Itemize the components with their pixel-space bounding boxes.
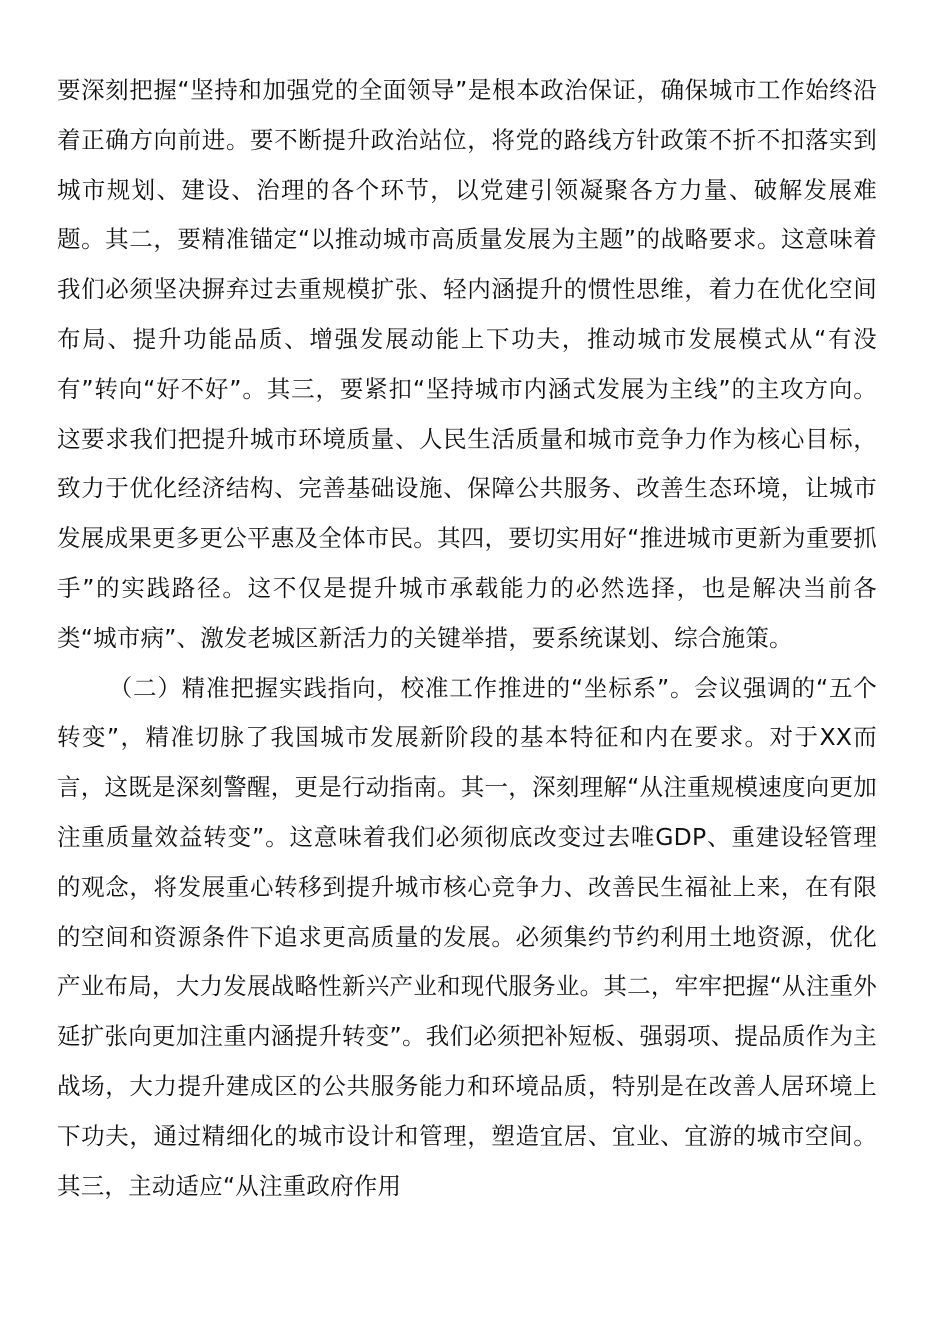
body-paragraph-2: （二）精准把握实践指向，校准工作推进的“坐标系”。会议强调的“五个转变”，精准切脉了我国城市发展新阶段的基本特征和内在要求。对于XX而言，这既是深刻警醒，更是行动指南。其一，深刻理解“从注重规模速度向更加注重质量效益转变”。这意味着我们必须彻底改变过去唯GDP、重建设轻管理的观念，将发展重心转移到提升城市核心竞争力、改善民生福祉上来，在有限的空间和资源条件下追求更高质量的发展。必须集约节约利用土地资源，优化产业布局，大力发展战略性新兴产业和现代服务业。其二，牢牢把握“从注重外延扩张向更加注重内涵提升转变”。我们必须把补短板、强弱项、提品质作为主战场，大力提升建成区的公共服务能力和环境品质，特别是在改善人居环境上下功夫，通过精细化的城市设计和管理，塑造宜居、宜业、宜游的城市空间。其三，主动适应“从注重政府作用 xyxy=(57,673,877,1200)
document-page xyxy=(57,66,877,1211)
body-paragraph-1: 要深刻把握“坚持和加强党的全面领导”是根本政治保证，确保城市工作始终沿着正确方向前进。要不断提升政治站位，将党的路线方针政策不折不扣落实到城市规划、建设、治理的各个环节，以党建引领凝聚各方力量、破解发展难题。其二，要精准锚定“以推动城市高质量发展为主题”的战略要求。这意味着我们必须坚决摒弃过去重规模扩张、轻内涵提升的惯性思维，着力在优化空间布局、提升功能品质、增强发展动能上下功夫，推动城市发展模式从“有没有”转向“好不好”。其三，要紧扣“坚持城市内涵式发展为主线”的主攻方向。这要求我们把提升城市环境质量、人民生活质量和城市竞争力作为核心目标，致力于优化经济结构、完善基础设施、保障公共服务、改善生态环境，让城市发展成果更多更公平惠及全体市民。其四，要切实用好“推进城市更新为重要抓手”的实践路径。这不仅是提升城市承载能力的必然选择，也是解决当前各类“城市病”、激发老城区新活力的关键举措，要系统谋划、综合施策。 xyxy=(57,76,877,652)
